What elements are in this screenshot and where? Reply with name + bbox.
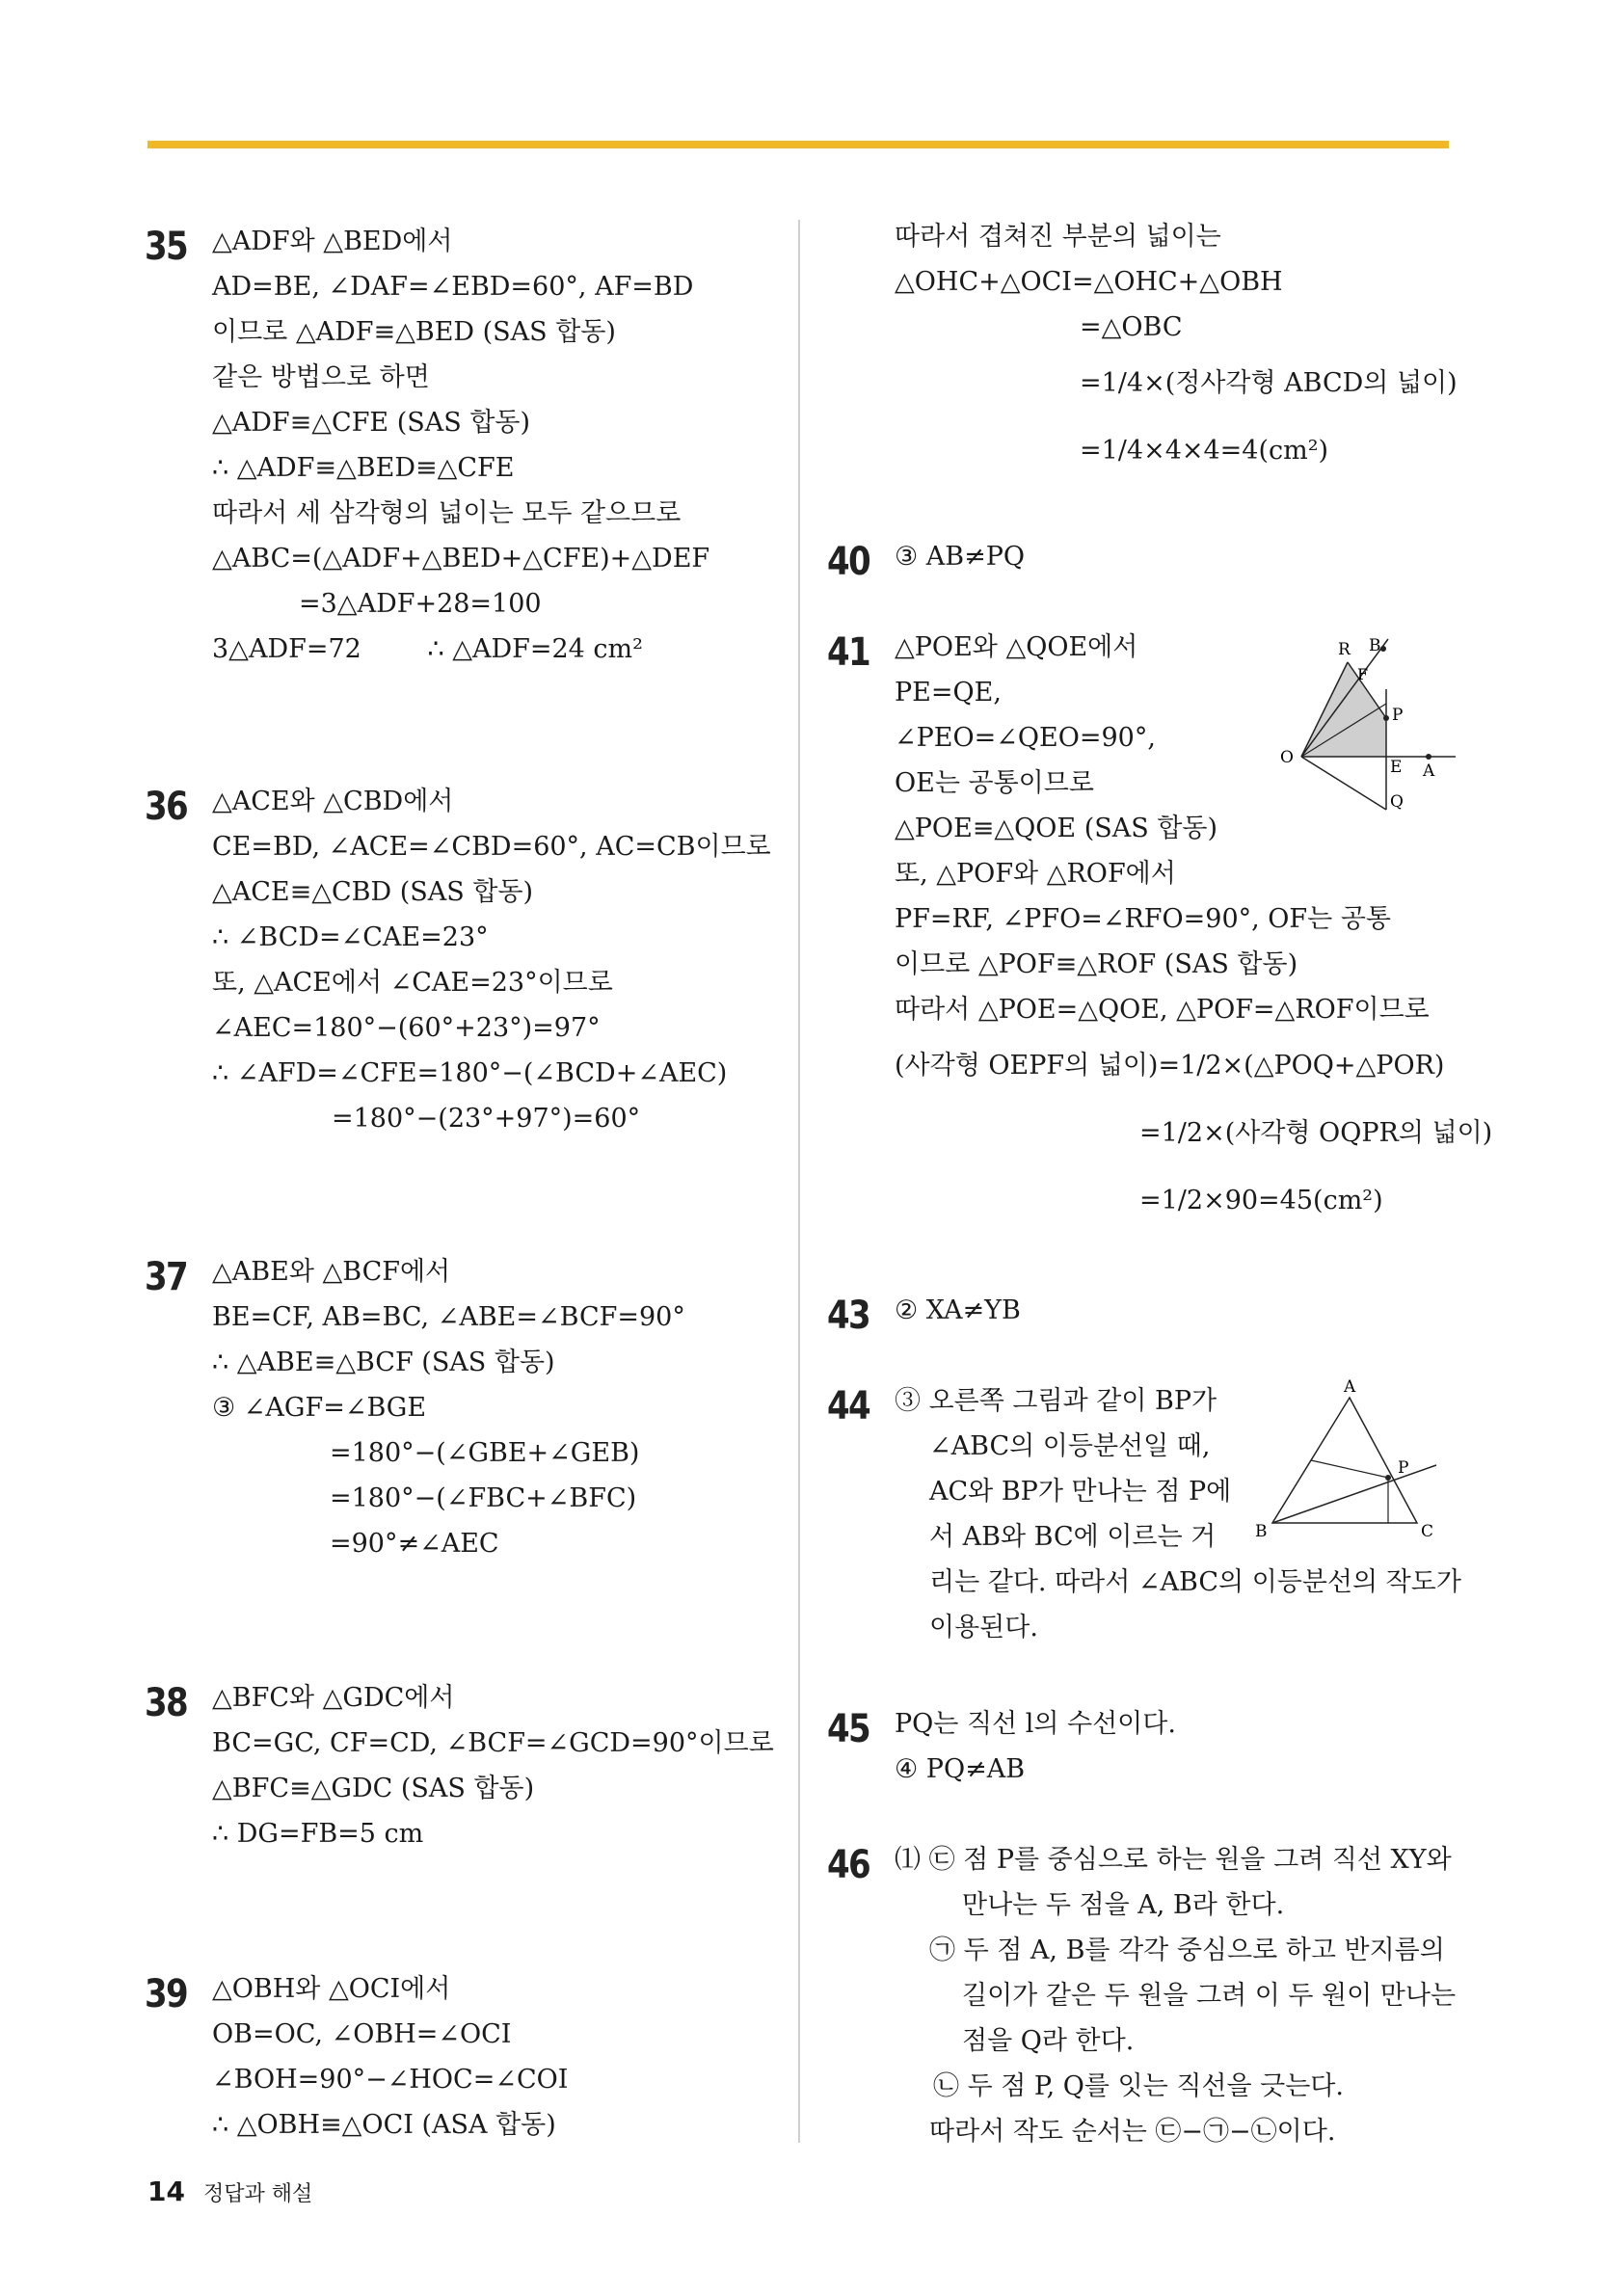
solution-text: 3△ADF=72 ∴ △ADF=24 cm² [212, 634, 643, 664]
solution-line [212, 1675, 774, 1721]
solution-line [895, 851, 1492, 896]
solution-text: ㉠ 두 점 A, B를 각각 중심으로 하고 반지름의 [929, 1936, 1445, 1965]
solution-line [895, 534, 1025, 579]
solution-line [212, 1430, 685, 1476]
solution-text: PE=QE, [895, 678, 1002, 707]
problem-number: 41 [827, 630, 869, 675]
solution-text: △POE≡△QOE (SAS 합동) [895, 814, 1218, 843]
solution-line [895, 1100, 1492, 1167]
solution-line [212, 2057, 568, 2102]
solution-text: 이용된다. [929, 1613, 1038, 1642]
figure-41-diagram [1272, 631, 1465, 824]
solution-text: =1/4×(정사각형 ABCD의 넓이) [1080, 368, 1458, 398]
solution-line [212, 1005, 771, 1051]
solution-line [895, 1837, 1456, 1882]
solution-text: ∴ △ADF≡△BED≡△CFE [212, 453, 515, 483]
solution-body [895, 1701, 1176, 1792]
page-footer [147, 2176, 312, 2207]
solution-line [895, 259, 1458, 305]
solution-text: OE는 공통이므로 [895, 768, 1094, 798]
solution-text: =90°≠∠AEC [330, 1529, 499, 1559]
solution-text: ③ ∠AGF=∠BGE [212, 1393, 427, 1423]
solution-line [212, 1249, 685, 1295]
solution-text: △BFC≡△GDC (SAS 합동) [212, 1774, 535, 1803]
solution-text: =1/2×(사각형 OQPR의 넓이) [1139, 1118, 1493, 1148]
solution-text: 따라서 세 삼각형의 넓이는 모두 같으므로 [212, 498, 682, 528]
solution-text: ∠AEC=180°−(60°+23°)=97° [212, 1013, 601, 1043]
solution-text: =180°−(∠FBC+∠BFC) [330, 1483, 637, 1513]
solution-line [212, 1051, 771, 1096]
solution-body [212, 1675, 774, 1856]
solution-text: 따라서 겹쳐진 부분의 넓이는 [895, 222, 1221, 252]
page-number: 14 [147, 2176, 185, 2207]
fig44-label: P [1398, 1458, 1409, 1478]
solution-line [212, 960, 771, 1005]
problem-number: 40 [827, 540, 869, 584]
problem-number: 39 [145, 1972, 187, 2016]
solution-text: ∴ △OBH≡△OCI (ASA 합동) [212, 2110, 556, 2140]
solution-text: =1/2×90=45(cm²) [1139, 1186, 1383, 1215]
solution-line [895, 417, 1458, 485]
problem-number: 36 [145, 785, 187, 829]
solution-line [212, 219, 709, 264]
solution-text: 점을 Q라 한다. [962, 2026, 1135, 2056]
solution-body [212, 1966, 568, 2148]
solution-line [212, 1766, 774, 1811]
solution-text: OB=OC, ∠OBH=∠OCI [212, 2019, 512, 2049]
problem-number: 43 [827, 1294, 869, 1338]
solution-text: 이므로 △POF≡△ROF (SAS 합동) [895, 949, 1298, 979]
fig41-label: B [1369, 636, 1381, 655]
solution-text: ⑴ ㉢ 점 P를 중심으로 하는 원을 그려 직선 XY와 [895, 1845, 1452, 1875]
solution-line [212, 536, 709, 581]
fig41-label: Q [1390, 792, 1404, 812]
column-divider [798, 220, 800, 2143]
solution-text: =180°−(∠GBE+∠GEB) [330, 1438, 640, 1468]
shaded-region [1301, 662, 1386, 757]
solution-text: △BFC와 △GDC에서 [212, 1683, 455, 1713]
solution-line [212, 1811, 774, 1856]
solution-line [212, 869, 771, 915]
solution-line [212, 824, 771, 869]
solution-body [895, 534, 1025, 579]
solution-text: AC와 BP가 만나는 점 P에 [929, 1477, 1232, 1507]
solution-line [895, 214, 1458, 259]
solution-line [895, 2018, 1456, 2064]
solution-text: 같은 방법으로 하면 [212, 362, 430, 392]
solution-text: 따라서 △POE=△QOE, △POF=△ROF이므로 [895, 995, 1430, 1025]
problem-number: 37 [145, 1255, 187, 1299]
solution-text: △OHC+△OCI=△OHC+△OBH [895, 267, 1283, 297]
solution-line [212, 309, 709, 355]
solution-line [895, 942, 1492, 987]
problem-number: 46 [827, 1843, 869, 1887]
solution-text: △ACE≡△CBD (SAS 합동) [212, 877, 534, 907]
solution-line [895, 1032, 1492, 1100]
solution-text: ∴ ∠AFD=∠CFE=180°−(∠BCD+∠AEC) [212, 1058, 728, 1088]
solution-text: ∠BOH=90°−∠HOC=∠COI [212, 2065, 569, 2095]
solution-text: 따라서 작도 순서는 ㉢−㉠−㉡이다. [929, 2117, 1336, 2147]
solution-text: =180°−(23°+97°)=60° [332, 1104, 641, 1134]
solution-text: CE=BD, ∠ACE=∠CBD=60°, AC=CB이므로 [212, 832, 771, 862]
solution-line [212, 1096, 771, 1141]
figure-44-diagram [1253, 1378, 1465, 1552]
solution-line [895, 896, 1492, 942]
solution-line [895, 1973, 1456, 2018]
solution-text: △ACE와 △CBD에서 [212, 787, 454, 816]
solution-line [212, 581, 709, 627]
solution-line [212, 1340, 685, 1385]
solution-text: △POE와 △QOE에서 [895, 632, 1138, 662]
solution-line [895, 1605, 1461, 1650]
solution-text: ∠ABC의 이등분선일 때, [929, 1431, 1211, 1461]
solution-text: 이므로 △ADF≡△BED (SAS 합동) [212, 317, 616, 347]
solution-line [895, 1701, 1176, 1747]
solution-line [895, 350, 1458, 417]
solution-text: BE=CF, AB=BC, ∠ABE=∠BCF=90° [212, 1302, 685, 1332]
solution-body [895, 1837, 1456, 2154]
solution-text: ∴ ∠BCD=∠CAE=23° [212, 922, 489, 952]
solution-line [895, 1167, 1492, 1235]
solution-body [895, 214, 1458, 485]
footer-label: 정답과 해설 [202, 2182, 313, 2206]
solution-text: BC=GC, CF=CD, ∠BCF=∠GCD=90°이므로 [212, 1728, 774, 1758]
fig41-label: F [1357, 665, 1369, 683]
fig41-label: R [1338, 640, 1351, 659]
solution-text: 길이가 같은 두 원을 그려 이 두 원이 만나는 [962, 1981, 1457, 2011]
solution-text: △OBH와 △OCI에서 [212, 1974, 451, 2004]
solution-line [212, 445, 709, 491]
solution-text: 서 AB와 BC에 이르는 거 [929, 1522, 1217, 1552]
solution-line [895, 1560, 1461, 1605]
solution-text: 만나는 두 점을 A, B라 한다. [962, 1890, 1285, 1920]
solution-text: ㉡ 두 점 P, Q를 잇는 직선을 긋는다. [933, 2071, 1344, 2101]
fig44-label: B [1255, 1522, 1268, 1541]
solution-line [212, 1521, 685, 1566]
solution-text: 리는 같다. 따라서 ∠ABC의 이등분선의 작도가 [929, 1567, 1461, 1597]
solution-text: ③ 오른쪽 그림과 같이 BP가 [895, 1386, 1217, 1416]
solution-line [212, 1476, 685, 1521]
fig41-label: A [1423, 761, 1435, 781]
solution-text: 또, △POF와 △ROF에서 [895, 859, 1176, 889]
solution-text: PQ는 직선 l의 수선이다. [895, 1709, 1176, 1739]
solution-text: △ADF와 △BED에서 [212, 227, 453, 256]
problem-number: 38 [145, 1681, 187, 1725]
problem-number: 45 [827, 1707, 869, 1751]
solution-text: PF=RF, ∠PFO=∠RFO=90°, OF는 공통 [895, 904, 1391, 934]
solution-text: ④ PQ≠AB [895, 1754, 1026, 1784]
solution-line [212, 491, 709, 536]
solution-line [895, 1928, 1456, 1973]
solution-line [212, 400, 709, 445]
solution-body [212, 1249, 685, 1566]
solution-line [212, 2102, 568, 2148]
fig41-label: O [1280, 748, 1294, 767]
solution-line [212, 355, 709, 400]
solution-body [895, 1288, 1021, 1333]
solution-line [895, 2064, 1456, 2109]
solution-line [212, 915, 771, 960]
solution-text: =3△ADF+28=100 [299, 589, 542, 619]
solution-line [212, 264, 709, 309]
solution-text: 또, △ACE에서 ∠CAE=23°이므로 [212, 968, 613, 998]
solution-line [895, 1882, 1456, 1928]
solution-line [895, 1747, 1176, 1792]
fig44-label: C [1421, 1522, 1434, 1541]
fig41-label: P [1392, 706, 1404, 725]
solution-line [895, 1288, 1021, 1333]
solution-text: △ABE와 △BCF에서 [212, 1257, 451, 1287]
header-accent-bar [147, 141, 1449, 148]
fig44-label: A [1344, 1378, 1356, 1397]
problem-number: 35 [145, 225, 187, 269]
solution-text: ∴ DG=FB=5 cm [212, 1819, 424, 1849]
solution-text: =1/4×4×4=4(cm²) [1080, 436, 1329, 466]
solution-text: (사각형 OEPF의 넓이)=1/2×(△POQ+△POR) [895, 1051, 1445, 1081]
solution-line [895, 305, 1458, 350]
solution-text: AD=BE, ∠DAF=∠EBD=60°, AF=BD [212, 272, 694, 302]
problem-number: 44 [827, 1384, 869, 1428]
solution-text: =△OBC [1080, 312, 1183, 342]
solution-line [212, 1721, 774, 1766]
solution-line [212, 779, 771, 824]
solution-text: ② XA≠YB [895, 1295, 1021, 1325]
solution-line [895, 2109, 1456, 2154]
solution-line [212, 1385, 685, 1430]
solution-text: ∠PEO=∠QEO=90°, [895, 723, 1156, 753]
solution-line [212, 627, 709, 672]
solution-line [895, 987, 1492, 1032]
solution-line [212, 2012, 568, 2057]
fig41-label: E [1390, 758, 1403, 777]
solution-text: ③ AB≠PQ [895, 542, 1026, 572]
solution-body [212, 219, 709, 672]
solution-text: △ADF≡△CFE (SAS 합동) [212, 408, 531, 438]
solution-line [212, 1295, 685, 1340]
solution-line [212, 1966, 568, 2012]
solution-body [212, 779, 771, 1141]
solution-text: ∴ △ABE≡△BCF (SAS 합동) [212, 1348, 555, 1377]
solution-text: △ABC=(△ADF+△BED+△CFE)+△DEF [212, 544, 710, 574]
